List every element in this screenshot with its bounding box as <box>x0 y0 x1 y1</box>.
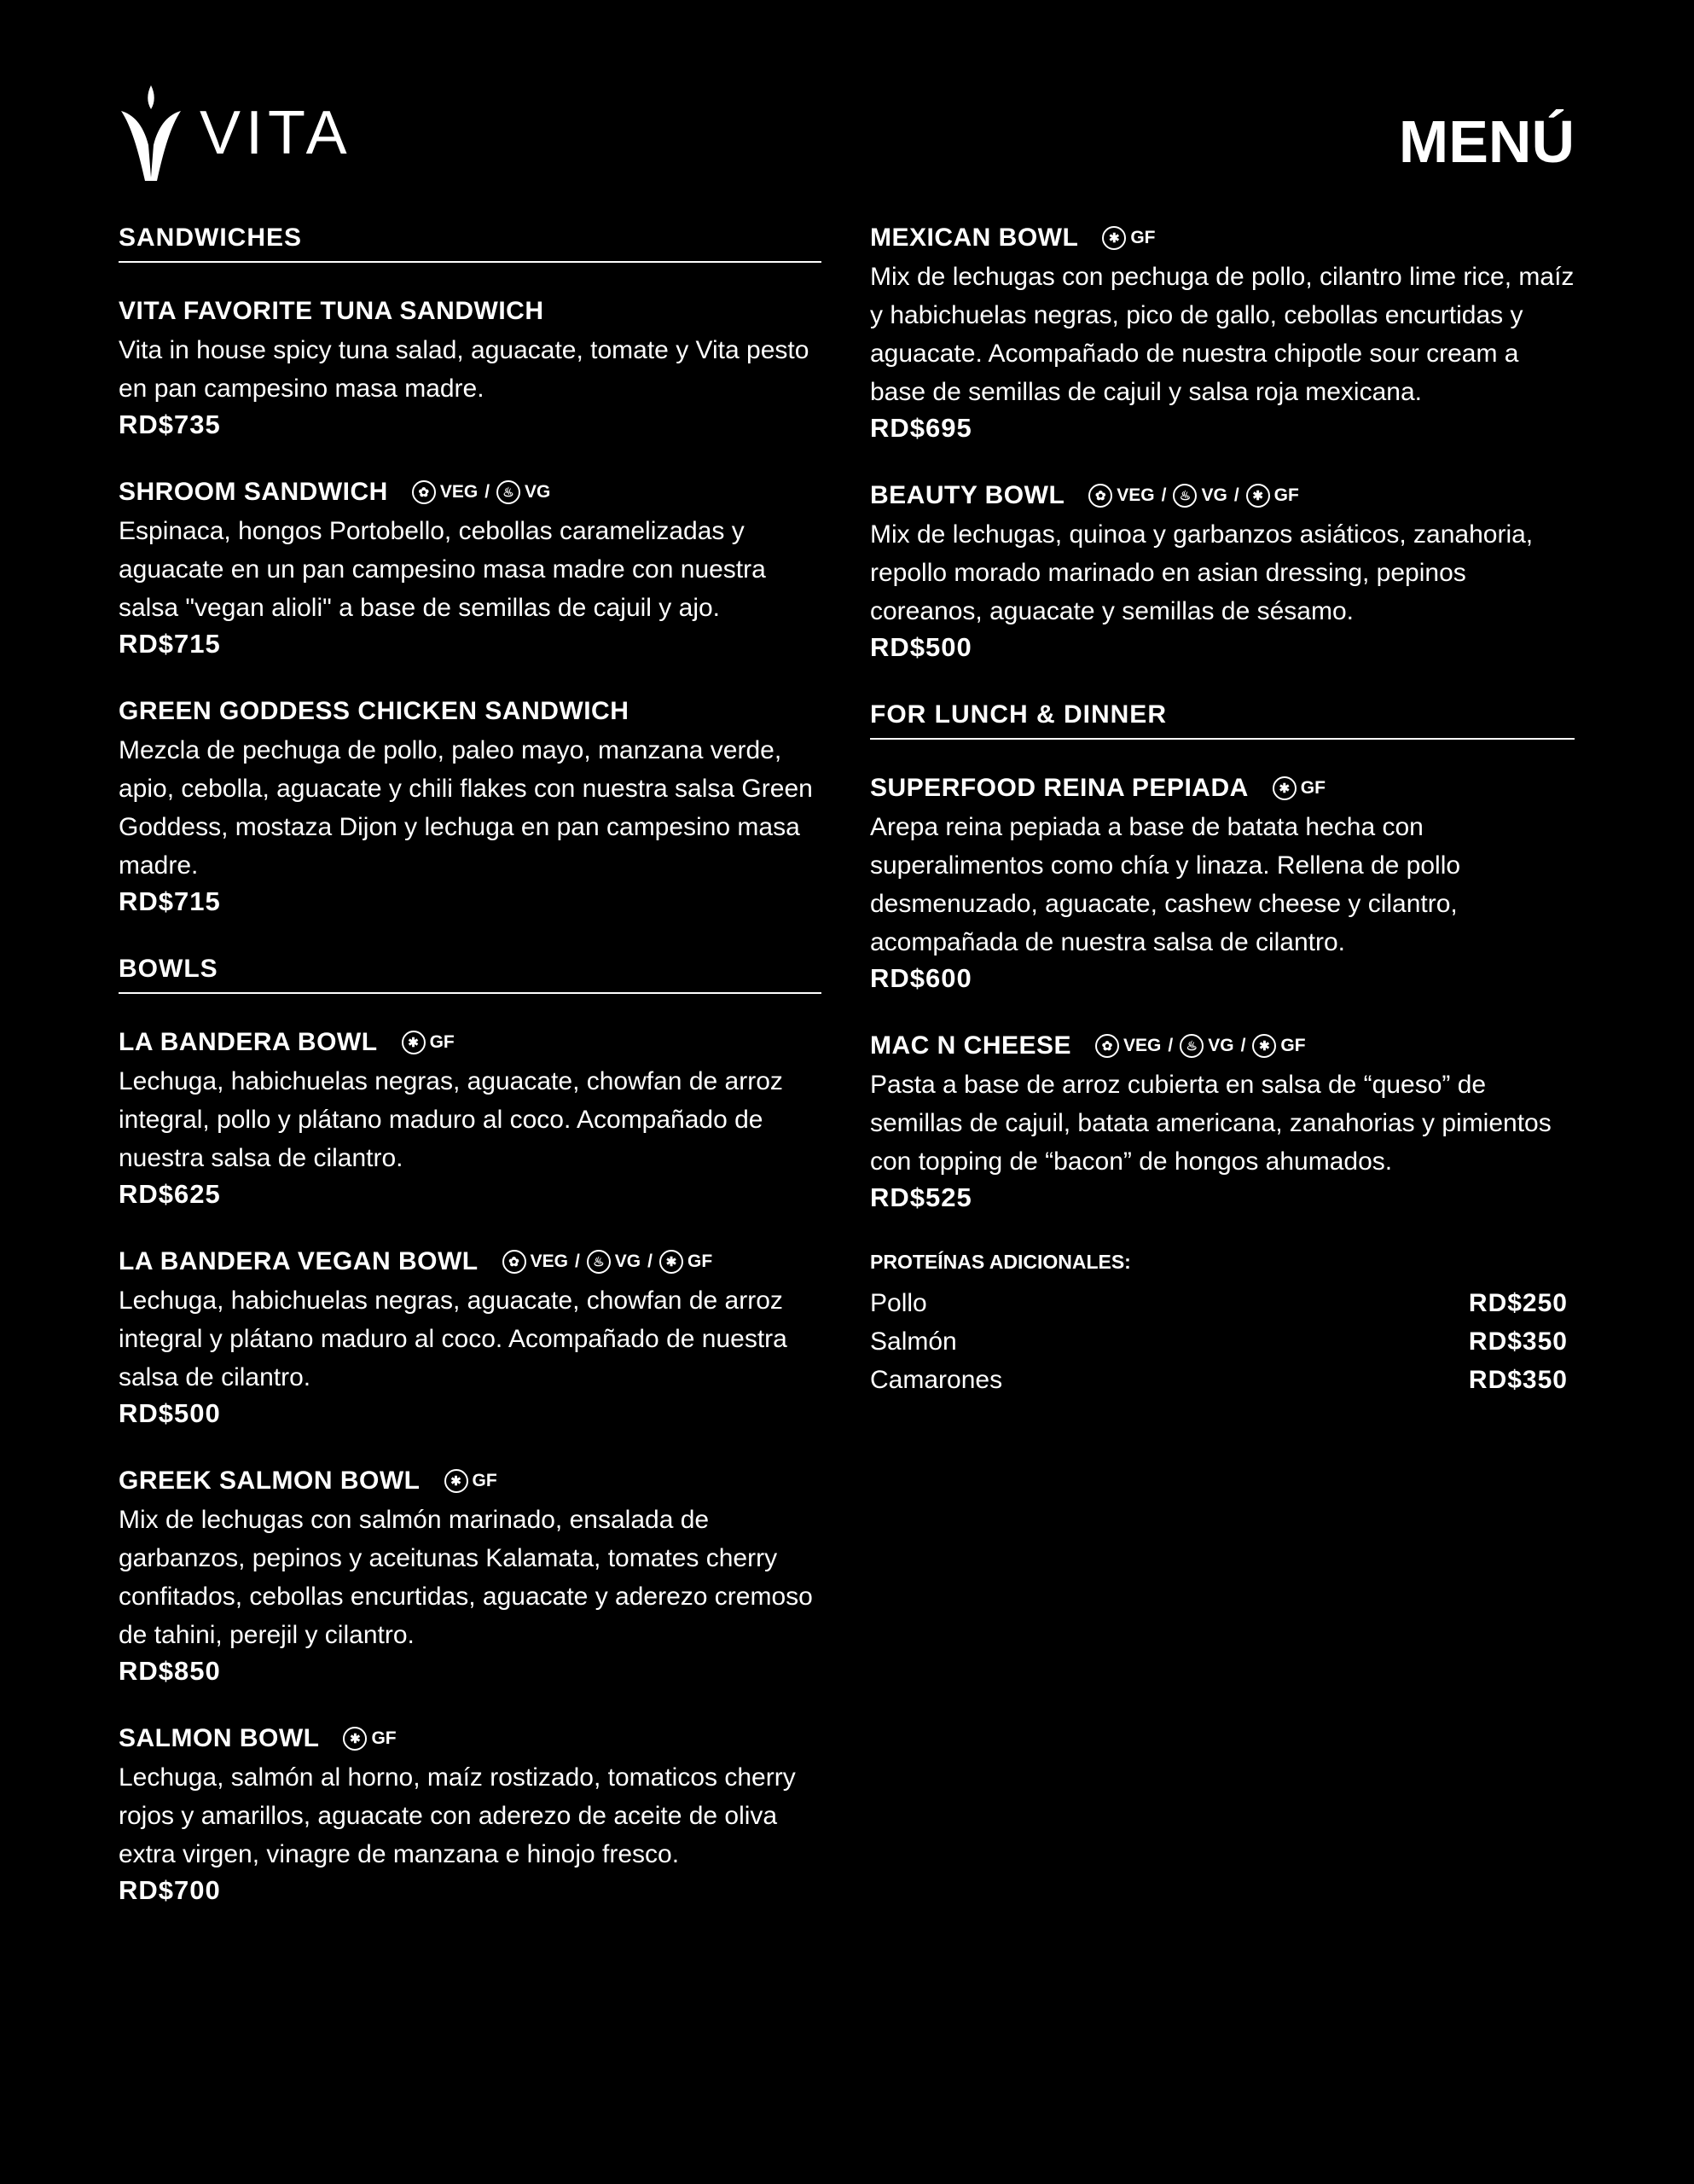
vita-leaf-icon <box>118 82 184 184</box>
menu-item-description: Mix de lechugas con salmón marinado, ensalada de garbanzos, pepinos y aceitunas Kalamata, tomates cherry confitados, cebollas encurtidas, aguacate y aderezo cremoso de tahini, perejil y cilantro. <box>119 1506 813 1649</box>
diet-vg-icon: ♨ <box>496 480 520 504</box>
diet-tags <box>1095 1034 1306 1058</box>
diet-tag-label: VEG <box>439 482 479 502</box>
page-title: MENÚ <box>1398 108 1575 175</box>
tag-separator: / <box>1168 1036 1174 1055</box>
diet-tag-label: GF <box>1273 485 1299 505</box>
menu-item-description: Lechuga, habichuelas negras, aguacate, chowfan de arroz integral, pollo y plátano maduro al coco. Acompañado de nuestra salsa de cilantro. <box>119 1067 783 1172</box>
brand-name: VITA <box>200 99 352 167</box>
menu-item-price: RD$735 <box>119 410 221 439</box>
menu-item-name: SALMON BOWL <box>119 1724 320 1752</box>
menu-item-name: GREEK SALMON BOWL <box>119 1467 421 1495</box>
menu-item-name: BEAUTY BOWL <box>870 481 1065 509</box>
diet-tag-label: GF <box>371 1728 397 1748</box>
extra-protein-price: RD$350 <box>1468 1327 1568 1356</box>
diet-gf-icon: ✱ <box>1273 776 1297 800</box>
extra-protein-row <box>870 1361 1568 1399</box>
menu-item <box>870 1031 1575 1213</box>
diet-veg-icon: ✿ <box>412 480 436 504</box>
menu-item-name: VITA FAVORITE TUNA SANDWICH <box>119 297 544 325</box>
extra-protein-name: Salmón <box>870 1327 957 1356</box>
menu-item-header <box>870 224 1575 253</box>
extras-title: PROTEÍNAS ADICIONALES: <box>870 1251 1131 1273</box>
menu-item-description: Espinaca, hongos Portobello, cebollas caramelizadas y aguacate en un pan campesino masa madre con nuestra salsa "vegan alioli" a base de semillas de cajuil y ajo. <box>119 517 766 622</box>
menu-item-description: Lechuga, salmón al horno, maíz rostizado, tomaticos cherry rojos y amarillos, aguacate con aderezo de aceite de oliva extra virgen, vinagre de manzana e hinojo fresco. <box>119 1763 796 1868</box>
menu-item <box>119 1247 821 1429</box>
diet-tag-label: VG <box>525 482 551 502</box>
menu-item-header <box>119 1247 821 1276</box>
brand-logo <box>118 82 352 184</box>
menu-item <box>119 1028 821 1210</box>
diet-tag-vg <box>496 480 550 504</box>
diet-tag-label: GF <box>1130 228 1156 247</box>
tag-separator: / <box>1240 1036 1246 1055</box>
menu-item <box>119 297 821 440</box>
diet-tags <box>402 1031 455 1054</box>
menu-item-price: RD$500 <box>870 632 972 662</box>
tag-separator: / <box>1233 485 1239 505</box>
diet-tag-label: GF <box>1280 1036 1306 1055</box>
menu-item-description: Lechuga, habichuelas negras, aguacate, chowfan de arroz integral y plátano maduro al coco. Acompañado de nuestra salsa de cilantro. <box>119 1287 787 1391</box>
diet-tags <box>343 1727 396 1751</box>
menu-item-name: GREEN GODDESS CHICKEN SANDWICH <box>119 697 629 725</box>
menu-item-header <box>870 774 1575 803</box>
diet-tag-label: GF <box>472 1471 497 1490</box>
diet-gf-icon: ✱ <box>1252 1034 1276 1058</box>
diet-tag-label: GF <box>1300 778 1326 798</box>
diet-gf-icon: ✱ <box>343 1727 367 1751</box>
diet-veg-icon: ✿ <box>1095 1034 1119 1058</box>
menu-item-header <box>119 1467 821 1496</box>
diet-vg-icon: ♨ <box>1173 484 1197 508</box>
diet-tag-gf <box>1102 226 1155 250</box>
diet-tag-gf <box>1273 776 1326 800</box>
diet-vg-icon: ♨ <box>587 1250 611 1274</box>
menu-item-name: SUPERFOOD REINA PEPIADA <box>870 774 1249 802</box>
menu-item <box>870 481 1575 663</box>
diet-tag-label: VEG <box>1117 485 1155 505</box>
diet-tag-veg <box>502 1250 568 1274</box>
menu-item-header <box>119 297 821 326</box>
diet-tag-label: VG <box>614 1252 641 1271</box>
diet-tag-veg <box>412 480 478 504</box>
menu-item-price: RD$625 <box>119 1179 221 1209</box>
diet-gf-icon: ✱ <box>659 1250 683 1274</box>
extra-protein-name: Camarones <box>870 1366 1003 1394</box>
diet-tag-gf <box>343 1727 396 1751</box>
menu-item-description: Vita in house spicy tuna salad, aguacate, tomate y Vita pesto en pan campesino masa madre. <box>119 336 809 403</box>
menu-item-description: Pasta a base de arroz cubierta en salsa de “queso” de semillas de cajuil, batata americana, zanahorias y pimientos con topping de “bacon” de hongos ahumados. <box>870 1071 1552 1176</box>
menu-item-price: RD$600 <box>870 963 972 993</box>
extra-protein-name: Pollo <box>870 1289 927 1317</box>
tag-separator: / <box>1161 485 1167 505</box>
diet-tag-label: VEG <box>1123 1036 1162 1055</box>
extra-protein-price: RD$250 <box>1468 1289 1568 1317</box>
diet-tags <box>1088 484 1299 508</box>
diet-tag-gf <box>402 1031 455 1054</box>
diet-tags <box>1273 776 1326 800</box>
diet-gf-icon: ✱ <box>444 1469 468 1493</box>
menu-item-header <box>119 1724 821 1753</box>
menu-item-price: RD$695 <box>870 413 972 443</box>
section-title: FOR LUNCH & DINNER <box>870 700 1575 740</box>
menu-item-name: LA BANDERA VEGAN BOWL <box>119 1247 479 1275</box>
menu-item-price: RD$700 <box>119 1875 221 1905</box>
diet-tags <box>444 1469 497 1493</box>
diet-tag-label: VG <box>1208 1036 1234 1055</box>
diet-gf-icon: ✱ <box>1246 484 1270 508</box>
menu-item-price: RD$715 <box>119 886 221 916</box>
diet-gf-icon: ✱ <box>402 1031 426 1054</box>
menu-item <box>870 224 1575 444</box>
diet-tag-vg <box>1173 484 1227 508</box>
menu-item <box>119 1467 821 1687</box>
menu-item-description: Mezcla de pechuga de pollo, paleo mayo, manzana verde, apio, cebolla, aguacate y chili flakes con nuestra salsa Green Goddess, mostaza Dijon y lechuga en pan campesino masa madre. <box>119 736 813 880</box>
menu-item-price: RD$850 <box>119 1656 221 1686</box>
diet-tag-label: VG <box>1201 485 1227 505</box>
header <box>0 0 1694 196</box>
diet-tag-veg <box>1088 484 1154 508</box>
menu-item-price: RD$500 <box>119 1398 221 1428</box>
menu-item <box>119 1724 821 1906</box>
menu-item-description: Arepa reina pepiada a base de batata hecha con superalimentos como chía y linaza. Rellena de pollo desmenuzado, aguacate, cashew cheese y cilantro, acompañada de nuestra salsa de cilantro. <box>870 813 1461 956</box>
menu-item-name: SHROOM SANDWICH <box>119 478 388 506</box>
extra-protein-price: RD$350 <box>1468 1366 1568 1394</box>
diet-tag-label: GF <box>429 1032 455 1052</box>
diet-tag-gf <box>444 1469 497 1493</box>
right-column <box>870 224 1575 1399</box>
menu-item-header <box>870 481 1575 510</box>
diet-tag-label: GF <box>687 1252 713 1271</box>
diet-vg-icon: ♨ <box>1180 1034 1204 1058</box>
tag-separator: / <box>484 482 490 502</box>
section-title: BOWLS <box>119 955 821 994</box>
menu-item-header <box>119 1028 821 1057</box>
menu-item-price: RD$525 <box>870 1182 972 1212</box>
diet-veg-icon: ✿ <box>502 1250 526 1274</box>
menu-item-header <box>119 697 821 726</box>
menu-item-name: LA BANDERA BOWL <box>119 1028 378 1056</box>
menu-item <box>119 478 821 659</box>
extra-protein-row <box>870 1322 1568 1361</box>
diet-tag-gf <box>659 1250 712 1274</box>
left-column <box>119 224 821 1943</box>
tag-separator: / <box>647 1252 653 1271</box>
menu-item <box>119 697 821 917</box>
diet-tags <box>1102 226 1155 250</box>
menu-item-price: RD$715 <box>119 629 221 659</box>
menu-item-name: MAC N CHEESE <box>870 1031 1072 1060</box>
diet-veg-icon: ✿ <box>1088 484 1112 508</box>
tag-separator: / <box>574 1252 580 1271</box>
section-title: SANDWICHES <box>119 224 821 263</box>
diet-tag-vg <box>587 1250 641 1274</box>
diet-tags <box>412 480 551 504</box>
diet-tag-veg <box>1095 1034 1161 1058</box>
diet-gf-icon: ✱ <box>1102 226 1126 250</box>
menu-item-description: Mix de lechugas, quinoa y garbanzos asiáticos, zanahoria, repollo morado marinado en asian dressing, pepinos coreanos, aguacate y semillas de sésamo. <box>870 520 1534 625</box>
diet-tag-label: VEG <box>530 1252 568 1271</box>
diet-tag-gf <box>1246 484 1299 508</box>
diet-tag-vg <box>1180 1034 1233 1058</box>
menu-item <box>870 774 1575 994</box>
diet-tag-gf <box>1252 1034 1305 1058</box>
menu-item-name: MEXICAN BOWL <box>870 224 1079 252</box>
extra-protein-row <box>870 1284 1568 1322</box>
menu-item-header <box>119 478 821 507</box>
menu-item-description: Mix de lechugas con pechuga de pollo, cilantro lime rice, maíz y habichuelas negras, pico de gallo, cebollas encurtidas y aguacate. Acompañado de nuestra chipotle sour cream a base de semillas de cajuil y salsa roja mexicana. <box>870 263 1575 406</box>
menu-item-header <box>870 1031 1575 1060</box>
diet-tags <box>502 1250 713 1274</box>
